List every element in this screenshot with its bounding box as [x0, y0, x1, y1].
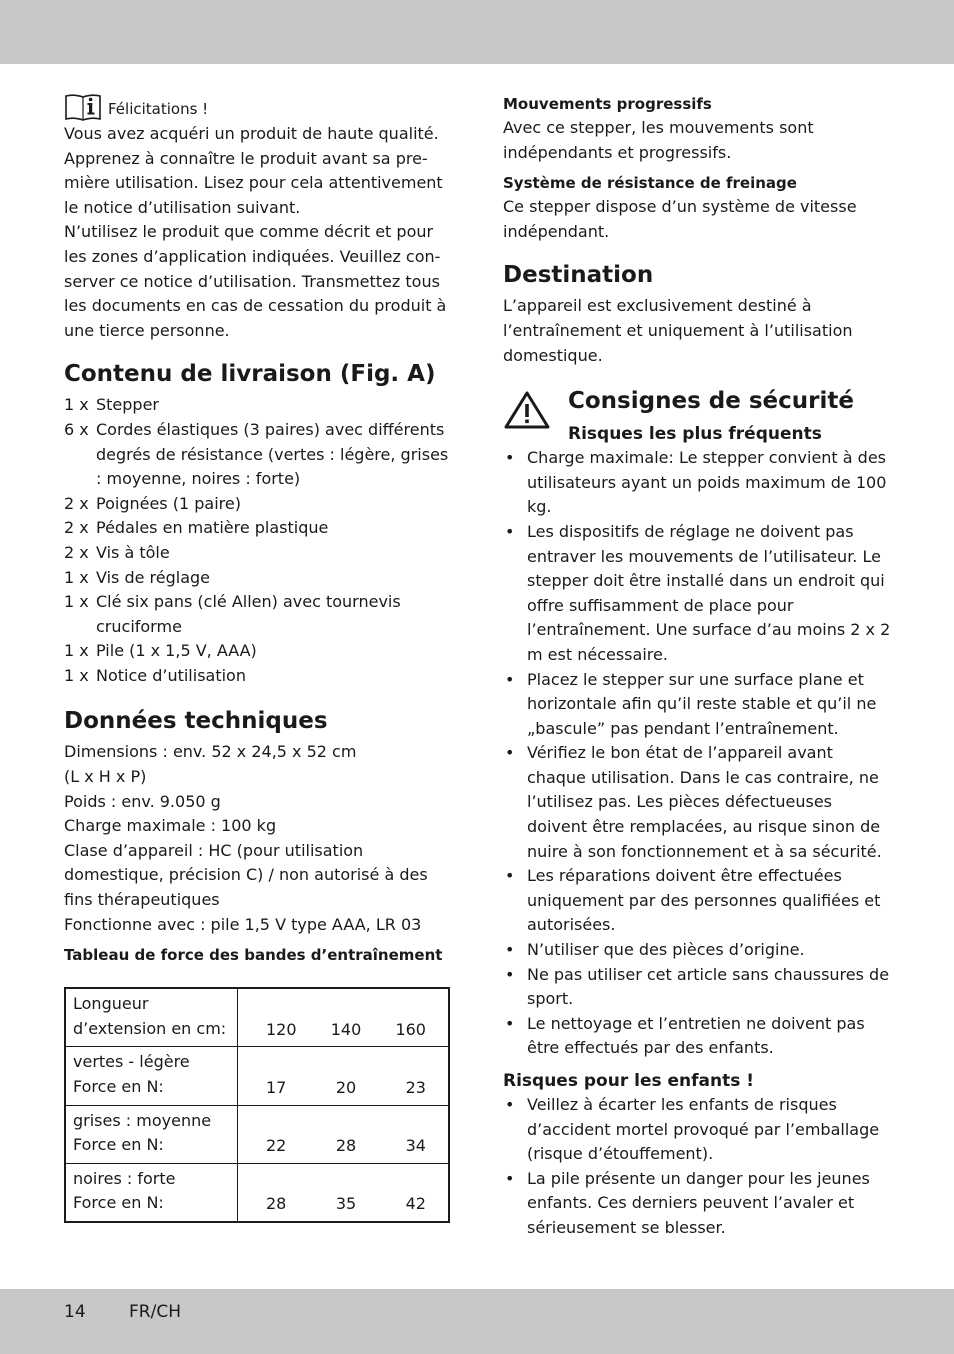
- right-column: [503, 92, 895, 1241]
- list-item: • La pile présente un danger pour les jeunes enfants. Ces derniers peuvent l’avaler et sérieusement se blesser.: [503, 1167, 895, 1241]
- contenu-heading: Contenu de livraison (Fig. A): [64, 361, 436, 388]
- donnees-line: Poids : env. 9.050 g: [64, 791, 221, 811]
- item-text: Placez le stepper sur une surface plane et horizontale afin qu’il reste stable et qu’il ne „bascule” pas pendant l’entraînement.: [527, 669, 877, 738]
- table-cell-values: [238, 988, 450, 1047]
- destination-text: L’appareil est exclusivement destiné à l’entraînement et uniquement à l’utilisation domestique.: [503, 296, 853, 365]
- list-item: [64, 566, 456, 591]
- consignes-heading-block: [503, 386, 895, 446]
- force-table: [64, 987, 450, 1223]
- donnees-heading: Données techniques: [64, 708, 328, 735]
- list-item: [64, 393, 456, 418]
- item-text: Les dispositifs de réglage ne doivent pas entraver les mouvements de l’utilisateur. Le stepper doit être installé dans un endroit qui offre suffisamment de place pour l’entraînement. Une surface d’au moins 2 x 2 m est nécessaire.: [527, 521, 891, 664]
- item-qty: 6 x: [64, 419, 89, 439]
- destination-heading: Destination: [503, 262, 654, 289]
- risques-heading: Risques les plus fréquents: [568, 424, 822, 445]
- systeme-text: Ce stepper dispose d’un système de vitesse indépendant.: [503, 197, 857, 241]
- consignes-heading: Consignes de sécurité: [568, 388, 854, 415]
- list-item: [64, 418, 456, 492]
- intro-heading: [64, 92, 456, 122]
- warning-triangle-icon: [503, 390, 551, 430]
- felicitations-text: Félicitations !: [108, 100, 209, 119]
- table-cell-values: [238, 1047, 450, 1105]
- page-number: 14: [64, 1302, 86, 1322]
- item-text: N’utiliser que des pièces d’origine.: [527, 940, 805, 960]
- list-item: [64, 664, 456, 689]
- item-text: Notice d’utilisation: [96, 665, 246, 685]
- item-qty: 1 x: [64, 665, 89, 685]
- table-value: 42: [405, 1194, 426, 1214]
- intro-paragraph-2: N’utilisez le produit que comme décrit et pour les zones d’application indiquées. Veuillez con-server ce notice d’utilisation. Transmettez tous les documents en cas de cessation du produit à une tierce personne.: [64, 222, 447, 340]
- item-text: Ne pas utiliser cet article sans chaussures de sport.: [527, 964, 890, 1009]
- table-value: 28: [335, 1136, 357, 1156]
- list-item: [64, 639, 456, 664]
- item-text: Vérifiez le bon état de l’appareil avant chaque utilisation. Dans le cas contraire, ne l’utilisez pas. Les pièces défectueuses doivent être remplacées, au risque sinon de nuire à son fonctionnement et à sa sécurité.: [527, 743, 882, 861]
- table-title: Tableau de force des bandes d’entraînement: [64, 946, 443, 965]
- list-item: [64, 492, 456, 517]
- row-label-2: d’extension en cm:: [73, 1018, 227, 1038]
- item-text: Charge maximale: Le stepper convient à des utilisateurs ayant un poids maximum de 100 kg.: [527, 448, 887, 517]
- item-qty: 1 x: [64, 592, 89, 612]
- row-label-1: noires : forte: [73, 1168, 176, 1188]
- item-qty: 1 x: [64, 395, 89, 415]
- table-value: 23: [405, 1078, 426, 1097]
- item-text: Les réparations doivent être effectuées uniquement par des personnes qualifiées et autorisées.: [527, 866, 881, 935]
- item-text: Clé six pans (clé Allen) avec tournevis cruciforme: [96, 592, 401, 636]
- systeme-heading: Système de résistance de freinage: [503, 174, 797, 193]
- intro-paragraph-1: Vous avez acquéri un produit de haute qualité. Apprenez à connaître le produit avant sa pre-mière utilisation. Lisez pour cela attentivement le notice d’utilisation suivant.: [64, 124, 443, 217]
- item-text: Cordes élastiques (3 paires) avec différents degrés de résistance (vertes : légère, grises : moyenne, noires : forte): [96, 419, 449, 489]
- table-value: 20: [335, 1078, 357, 1097]
- list-item: • Veillez à écarter les enfants de risques d’accident mortel provoqué par l’emballage (risque d’étouffement).: [503, 1093, 895, 1167]
- donnees-line: (L x H x P): [64, 767, 147, 787]
- table-row: [65, 1105, 449, 1163]
- item-text: Poignées (1 paire): [96, 493, 241, 513]
- table-cell-label: [65, 988, 238, 1047]
- donnees-line: Dimensions : env. 52 x 24,5 x 52 cm: [64, 742, 357, 762]
- mouvements-text: Avec ce stepper, les mouvements sont indépendants et progressifs.: [503, 118, 814, 162]
- left-column: [64, 92, 456, 1223]
- list-item: • Les dispositifs de réglage ne doivent pas entraver les mouvements de l’utilisateur. Le stepper doit être installé dans un endroit qui offre suffisamment de place pour l’entraînement. Une surface d’au moins 2 x 2 m est nécessaire.: [503, 520, 895, 668]
- list-item: [64, 541, 456, 566]
- list-item: • Le nettoyage et l’entretien ne doivent pas être effectués par des enfants.: [503, 1012, 895, 1061]
- table-row: [65, 1163, 449, 1222]
- item-qty: 2 x: [64, 493, 89, 513]
- table-value: 120: [266, 1019, 297, 1039]
- row-label-2: Force en N:: [73, 1077, 164, 1096]
- table-value: 34: [405, 1136, 426, 1156]
- table-value: 140: [330, 1019, 362, 1039]
- item-text: Pédales en matière plastique: [96, 518, 329, 538]
- table-row: [65, 1047, 449, 1105]
- list-item: [64, 516, 456, 541]
- row-label-1: Longueur: [73, 994, 149, 1014]
- info-book-icon: [64, 92, 102, 122]
- row-label-2: Force en N:: [73, 1135, 164, 1155]
- contenu-list: [64, 393, 456, 688]
- item-text: Stepper: [96, 395, 160, 415]
- list-item: • Placez le stepper sur une surface plane et horizontale afin qu’il reste stable et qu’il ne „bascule” pas pendant l’entraînement.: [503, 668, 895, 742]
- enfants-list: [503, 1093, 895, 1241]
- mouvements-heading: Mouvements progressifs: [503, 95, 712, 113]
- table-cell-label: [65, 1047, 238, 1105]
- list-item: • Charge maximale: Le stepper convient à des utilisateurs ayant un poids maximum de 100 kg.: [503, 446, 895, 520]
- donnees-line: Clase d’appareil : HC (pour utilisation domestique, précision C) / non autorisé à des fins thérapeutiques: [64, 840, 428, 910]
- table-row: [65, 988, 449, 1047]
- item-qty: 1 x: [64, 567, 89, 587]
- list-item: • N’utiliser que des pièces d’origine.: [503, 938, 895, 963]
- list-item: • Ne pas utiliser cet article sans chaussures de sport.: [503, 963, 895, 1012]
- table-value: 17: [266, 1078, 287, 1097]
- donnees-line: Fonctionne avec : pile 1,5 V type AAA, LR 03: [64, 914, 422, 934]
- row-label-1: grises : moyenne: [73, 1110, 212, 1130]
- donnees-line: Charge maximale : 100 kg: [64, 816, 277, 836]
- item-text: Vis de réglage: [96, 567, 211, 587]
- item-qty: 2 x: [64, 518, 89, 538]
- list-item: • Vérifiez le bon état de l’appareil avant chaque utilisation. Dans le cas contraire, ne l’utilisez pas. Les pièces défectueuses doivent être remplacées, au risque sinon de nuire à son fonctionnement et à sa sécurité.: [503, 741, 895, 864]
- item-text: Le nettoyage et l’entretien ne doivent pas être effectués par des enfants.: [527, 1013, 865, 1058]
- language-code: FR/CH: [129, 1302, 181, 1322]
- item-text: Veillez à écarter les enfants de risques d’accident mortel provoqué par l’emballage (risque d’étouffement).: [527, 1095, 880, 1164]
- table-value: 35: [335, 1194, 357, 1214]
- table-value: 160: [395, 1019, 426, 1039]
- table-value: 22: [266, 1136, 287, 1156]
- enfants-heading: Risques pour les enfants !: [503, 1071, 755, 1091]
- header-bar: [0, 0, 954, 64]
- item-qty: 2 x: [64, 542, 89, 562]
- table-cell-label: [65, 1105, 238, 1163]
- list-item: • Les réparations doivent être effectuées uniquement par des personnes qualifiées et autorisées.: [503, 864, 895, 938]
- table-cell-values: [238, 1105, 450, 1163]
- item-text: La pile présente un danger pour les jeunes enfants. Ces derniers peuvent l’avaler et sérieusement se blesser.: [527, 1168, 870, 1237]
- item-qty: 1 x: [64, 641, 89, 661]
- table-cell-values: [238, 1163, 450, 1222]
- table-cell-label: [65, 1163, 238, 1222]
- item-text: Pile (1 x 1,5 V, AAA): [96, 641, 257, 661]
- risques-list: [503, 446, 895, 1061]
- row-label-2: Force en N:: [73, 1193, 164, 1213]
- row-label-1: vertes - légère: [73, 1052, 190, 1072]
- item-text: Vis à tôle: [96, 542, 170, 562]
- list-item: [64, 590, 456, 639]
- table-value: 28: [266, 1194, 287, 1214]
